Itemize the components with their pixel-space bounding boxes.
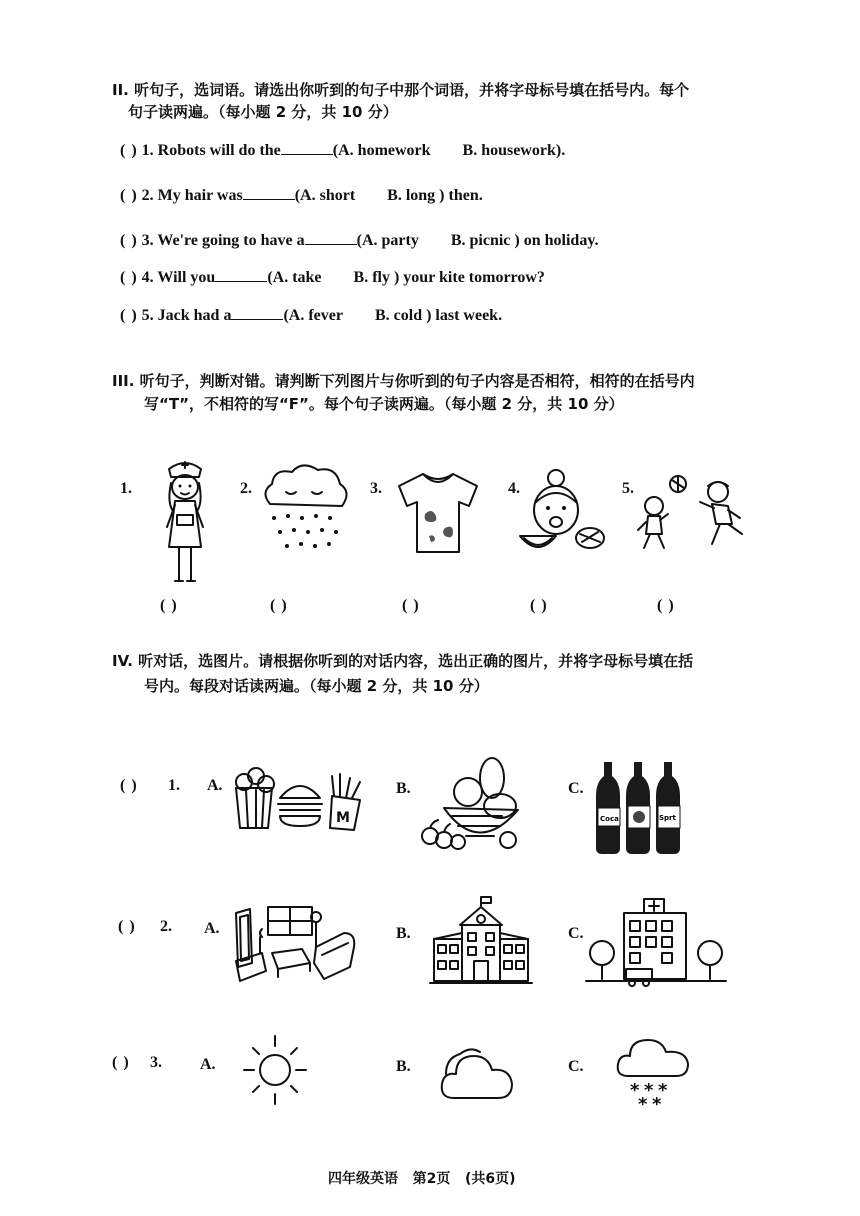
svg-text:*: * — [638, 1094, 648, 1115]
tf-answer-paren[interactable]: ( ) — [160, 597, 178, 614]
tf-answer-paren[interactable]: ( ) — [270, 597, 288, 614]
question-row — [120, 267, 545, 287]
answer-blank — [243, 185, 295, 200]
option-b: B. fly ) your kite tomorrow? — [353, 269, 545, 286]
question-row — [120, 230, 598, 250]
svg-text:*: * — [630, 1080, 640, 1101]
option-a-label: A. — [207, 777, 223, 794]
tf-answer-paren[interactable]: ( ) — [402, 597, 420, 614]
picture-number: 1. — [120, 480, 132, 497]
question-text: 4. Will you — [141, 269, 216, 286]
rain-cloud-icon — [260, 462, 350, 554]
svg-text:Sprt: Sprt — [659, 814, 676, 822]
fast-food-icon — [232, 766, 368, 836]
option-b-label: B. — [396, 780, 411, 797]
living-room-icon — [232, 903, 358, 985]
question-number: 1. — [168, 777, 180, 794]
nurse-icon — [155, 455, 215, 585]
option-b-label: B. — [396, 1058, 411, 1075]
option-c-label: C. — [568, 1058, 584, 1075]
hospital-icon — [586, 895, 726, 991]
section-2-title-line2: 句子读两遍。（每小题 2 分，共 10 分） — [128, 103, 398, 121]
section-4-title-line2: 号内。每段对话读两遍。（每小题 2 分，共 10 分） — [144, 677, 489, 695]
girl-eating-watermelon-icon — [516, 468, 608, 556]
svg-text:*: * — [652, 1094, 662, 1115]
picture-number: 4. — [508, 480, 520, 497]
tf-answer-paren[interactable]: ( ) — [530, 597, 548, 614]
option-a: (A. take — [267, 269, 322, 286]
question-row — [120, 305, 502, 325]
kids-playing-football-icon — [636, 472, 748, 556]
answer-paren[interactable]: ( ) — [120, 307, 138, 324]
answer-blank — [215, 267, 267, 282]
question-text: 2. My hair was — [141, 187, 243, 204]
answer-blank — [281, 140, 333, 155]
cloud-icon — [440, 1044, 514, 1102]
section-4-title-line1: IV. 听对话，选图片。请根据你听到的对话内容，选出正确的图片，并将字母标号填在括 — [112, 652, 694, 670]
answer-paren[interactable]: ( ) — [120, 232, 138, 249]
svg-text:*: * — [658, 1080, 668, 1101]
svg-text:Coca: Coca — [600, 815, 619, 823]
sun-icon — [242, 1032, 308, 1108]
picture-number: 3. — [370, 480, 382, 497]
option-b: B. picnic ) on holiday. — [450, 232, 599, 249]
fruit-basket-icon — [418, 756, 528, 852]
option-b-label: B. — [396, 925, 411, 942]
answer-paren[interactable]: ( ) — [118, 918, 136, 935]
school-icon — [430, 895, 532, 987]
option-c-label: C. — [568, 780, 584, 797]
option-a: (A. homework — [332, 142, 431, 159]
question-number: 2. — [160, 918, 172, 935]
section-3-title-line2: 写“T”，不相符的写“F”。每个句子读两遍。（每小题 2 分，共 10 分） — [144, 395, 624, 413]
question-row — [120, 140, 565, 160]
question-text: 1. Robots will do the — [141, 142, 281, 159]
option-b: B. housework). — [462, 142, 566, 159]
svg-text:M: M — [336, 810, 350, 826]
svg-text:*: * — [644, 1080, 654, 1101]
page-footer: 四年级英语 第2页 (共6页) — [328, 1171, 516, 1187]
option-b: B. long ) then. — [387, 187, 483, 204]
question-number: 3. — [150, 1054, 162, 1071]
answer-paren[interactable]: ( ) — [120, 269, 138, 286]
answer-blank — [305, 230, 357, 245]
answer-blank — [231, 305, 283, 320]
answer-paren[interactable]: ( ) — [120, 142, 138, 159]
option-a-label: A. — [200, 1056, 216, 1073]
picture-number: 5. — [622, 480, 634, 497]
option-a: (A. short — [294, 187, 356, 204]
question-row — [120, 185, 483, 205]
question-text: 3. We're going to have a — [141, 232, 305, 249]
dirty-tshirt-icon — [395, 470, 481, 556]
answer-paren[interactable]: ( ) — [112, 1054, 130, 1071]
picture-number: 2. — [240, 480, 252, 497]
option-b: B. cold ) last week. — [374, 307, 503, 324]
tf-answer-paren[interactable]: ( ) — [657, 597, 675, 614]
snow-cloud-icon — [616, 1036, 692, 1115]
option-a: (A. fever — [283, 307, 343, 324]
section-2-title-line1: II. 听句子，选词语。请选出你听到的句子中那个词语，并将字母标号填在括号内。每个 — [112, 81, 690, 99]
soda-bottles-icon — [596, 758, 686, 854]
section-3-title-line1: III. 听句子，判断对错。请判断下列图片与你听到的句子内容是否相符，相符的在括号内 — [112, 372, 695, 390]
option-a-label: A. — [204, 920, 220, 937]
answer-paren[interactable]: ( ) — [120, 777, 138, 794]
option-c-label: C. — [568, 925, 584, 942]
question-text: 5. Jack had a — [141, 307, 232, 324]
answer-paren[interactable]: ( ) — [120, 187, 138, 204]
option-a: (A. party — [356, 232, 419, 249]
